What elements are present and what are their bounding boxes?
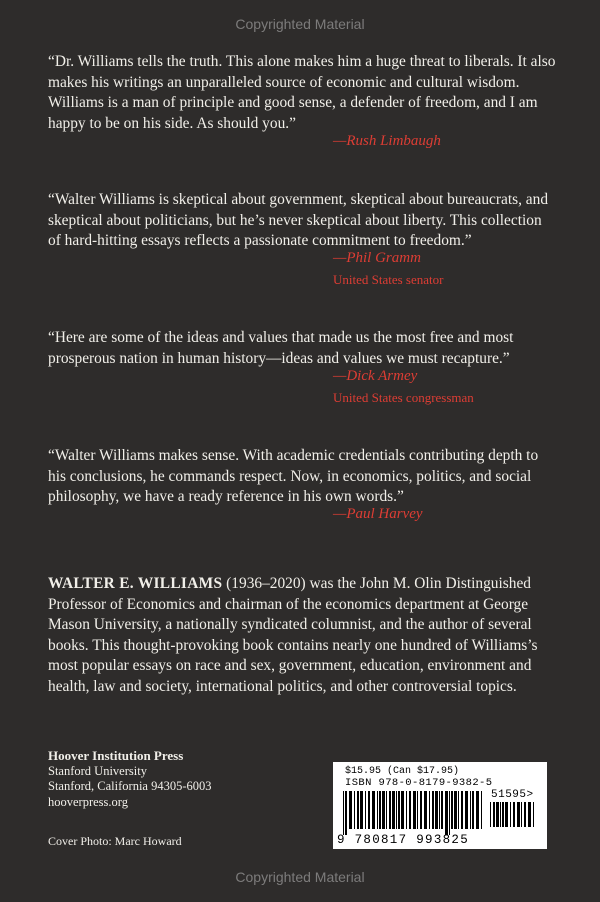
ean-barcode-icon xyxy=(343,791,485,835)
watermark-bottom: Copyrighted Material xyxy=(235,869,365,885)
barcode-bar xyxy=(386,791,387,829)
barcode-bar xyxy=(429,791,430,829)
barcode-bar xyxy=(472,791,474,829)
barcode-bar xyxy=(377,791,378,829)
barcode-bar xyxy=(379,791,381,829)
barcode-bar xyxy=(382,791,385,829)
barcode-bar xyxy=(476,791,479,829)
barcode-bar xyxy=(357,791,359,829)
barcode-bar xyxy=(354,791,355,829)
barcode-bar xyxy=(500,802,501,827)
barcode-bar xyxy=(372,791,375,829)
publisher-name: Hoover Institution Press xyxy=(48,748,184,763)
barcode-bar xyxy=(493,802,495,827)
quote-gramm-role: United States senator xyxy=(333,272,444,287)
cover-credit: Cover Photo: Marc Howard xyxy=(48,834,182,848)
barcode-bar xyxy=(481,791,482,829)
quote-harvey-author: —Paul Harvey xyxy=(333,506,423,522)
barcode-bar xyxy=(521,802,522,827)
barcode-bar xyxy=(470,791,471,829)
barcode-bar xyxy=(517,802,520,827)
barcode-bar xyxy=(424,791,427,829)
barcode-bar xyxy=(445,791,448,835)
barcode-bar xyxy=(502,802,504,827)
barcode-bar xyxy=(441,791,443,829)
quote-harvey: “Walter Williams makes sense. With academic credentials contributing depth to his conclusions, he commands respect. Now, in economics, politics, and social philosophy, we have a ready reference in his own words.” xyxy=(48,447,539,505)
barcode-bar xyxy=(345,791,347,835)
barcode-label xyxy=(333,762,547,849)
publisher-block xyxy=(48,748,212,810)
author-name: WALTER E. WILLIAMS xyxy=(48,575,223,592)
barcode-bar xyxy=(420,791,422,829)
barcode-bar xyxy=(451,791,453,829)
barcode-bar xyxy=(510,802,511,827)
quote-armey-author: —Dick Armey xyxy=(333,368,418,384)
barcode-bar xyxy=(365,791,366,829)
barcode-bar xyxy=(505,802,508,827)
barcode-bar xyxy=(458,791,459,829)
barcode-bar xyxy=(349,791,352,829)
barcode-bar xyxy=(435,791,438,829)
barcode-bar xyxy=(461,791,463,829)
barcode-bar xyxy=(454,791,457,829)
publisher-website: hooverpress.org xyxy=(48,794,128,809)
barcode-bar xyxy=(496,802,499,827)
author-bio-text: (1936–2020) was the John M. Olin Distinguished Professor of Economics and chairman of the economics department at George Mason University, a nationally syndicated columnist, and the author of several books. This thought-provoking book contains nearly one hundred of Williams’s most popular essays on race and sex, government, education, environment and health, law and society, international politics, and other controversial topics. xyxy=(48,575,538,695)
barcode-bar xyxy=(396,791,397,829)
barcode-bar xyxy=(401,791,404,829)
publisher-line-1: Stanford University xyxy=(48,763,147,778)
barcode-bar xyxy=(389,791,391,829)
barcode-bar xyxy=(449,791,450,835)
barcode-bar xyxy=(413,791,416,829)
barcode-bar xyxy=(360,791,363,829)
quote-gramm-author: —Phil Gramm xyxy=(333,250,421,266)
barcode-bar xyxy=(439,791,440,829)
barcode-bar xyxy=(398,791,400,829)
quote-armey: “Here are some of the ideas and values that made us the most free and most prosperous nation in human history—ideas and values we must recapture.” xyxy=(48,329,514,367)
barcode-addon-digits: 51595> xyxy=(491,789,534,801)
barcode-bar xyxy=(432,791,434,829)
quote-armey-role: United States congressman xyxy=(333,390,474,405)
barcode-isbn: ISBN 978-0-8179-9382-5 xyxy=(345,777,493,789)
barcode-ean-digits: 9 780817 993825 xyxy=(337,833,470,847)
publisher-line-2: Stanford, California 94305-6003 xyxy=(48,779,212,793)
barcode-bar xyxy=(513,802,515,827)
quote-limbaugh: “Dr. Williams tells the truth. This alone makes him a huge threat to liberals. It also makes his writings an unparalleled source of economic and cultural wisdom. Williams is a man of principle and good sense, a defender of freedom, and I am happy to be on his side. As should you.” xyxy=(48,53,556,132)
author-bio xyxy=(48,574,558,697)
barcode-bar xyxy=(528,802,531,827)
addon-barcode-icon xyxy=(490,802,538,833)
barcode-bar xyxy=(490,802,491,827)
barcode-bar xyxy=(533,802,534,827)
quote-limbaugh-author: —Rush Limbaugh xyxy=(333,133,441,149)
barcode-bar xyxy=(343,791,344,835)
barcode-price: $15.95 (Can $17.95) xyxy=(345,766,460,777)
barcode-bar xyxy=(392,791,395,829)
barcode-bar xyxy=(406,791,407,829)
quote-gramm: “Walter Williams is skeptical about government, skeptical about bureaucrats, and skeptical about politicians, but he’s never skeptical about liberty. This collection of hard-hitting essays reflects a passionate commitment to freedom.” xyxy=(48,191,549,249)
barcode-bar xyxy=(465,791,468,829)
barcode-bar xyxy=(524,802,526,827)
barcode-bar xyxy=(409,791,411,829)
barcode-bar xyxy=(417,791,418,829)
watermark-top: Copyrighted Material xyxy=(235,16,365,32)
barcode-bar xyxy=(368,791,370,829)
